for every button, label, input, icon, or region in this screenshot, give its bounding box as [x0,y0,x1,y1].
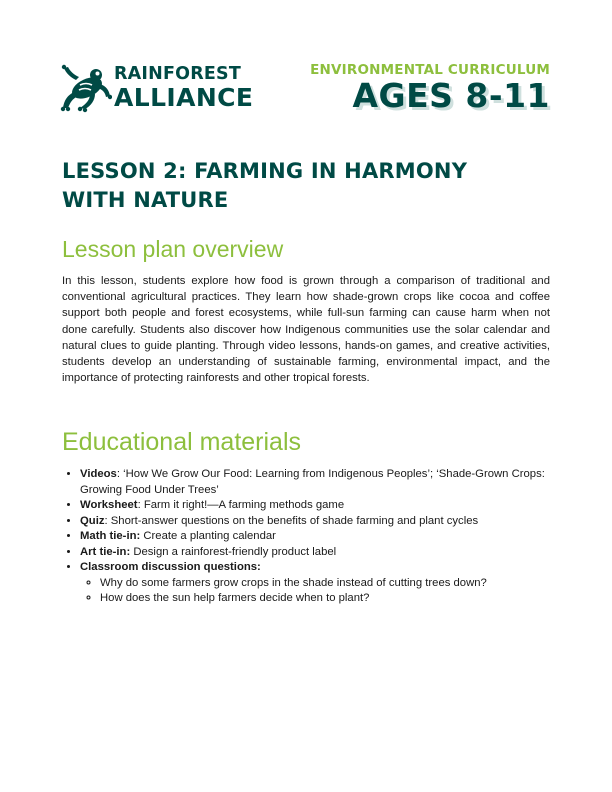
item-label: Classroom discussion questions: [80,561,261,573]
age-range: AGES 8-11 [352,76,550,115]
logo-wordmark [114,66,253,110]
frog-icon [60,62,112,114]
item-label: Art tie-in: [80,545,131,558]
overview-heading: Lesson plan overview [62,236,284,262]
list-item: • Worksheet: Farm it right!—A farming methods game [80,498,570,514]
list-item [80,529,570,545]
materials-list [62,467,570,607]
question-item: ◦ Why do some farmers grow crops in the shade instead of cutting trees down? [100,576,570,592]
list-item: • Videos: ‘How We Grow Our Food: Learning from Indigenous Peoples’; ‘Shade-Grown Crops: Growing Food Under Trees’ [80,467,570,498]
logo-line-1: RAINFOREST [114,64,241,85]
item-text: Design a rainforest-friendly product label [133,545,337,558]
item-text: Create a planting calendar [143,530,276,542]
list-item [80,560,570,607]
question-item: ◦ How does the sun help farmers decide when to plant? [100,591,570,607]
item-text: Short-answer questions on the benefits of shade farming and plant cycles [110,514,479,527]
list-item [80,545,570,561]
overview-paragraph: In this lesson, students explore how food is grown through a comparison of traditional and conventional agricultural practices. They learn how shade-grown crops like cocoa and coffee support both people and forest ecosystems, while full-sun farming can cause harm when not done carefully. Students also discover how Indigenous communities use the solar calendar and natural clues to guide planting. Through video lessons, hands-on games, and creative activities, students develop an understanding of sustainable farming, environmental impact, and the importance of protecting rainforests and other tropical forests. [62,275,550,385]
discussion-questions [80,576,570,607]
curriculum-header [310,62,550,114]
lesson-title: LESSON 2: FARMING IN HARMONY WITH NATURE [62,159,468,212]
item-text: ‘How We Grow Our Food: Learning from Indigenous Peoples’; ‘Shade-Grown Crops: Growing Food Under Trees’ [80,468,545,496]
item-text: Farm it right!—A farming methods game [143,499,345,511]
curriculum-label: ENVIRONMENTAL CURRICULUM [310,62,550,78]
logo-line-2: ALLIANCE [114,82,254,112]
item-label: Videos [80,468,117,480]
item-label: Quiz [80,514,105,527]
rainforest-alliance-logo [60,62,253,114]
materials-heading: Educational materials [62,428,302,456]
item-label: Worksheet [80,499,138,511]
list-item: • Quiz: Short-answer questions on the benefits of shade farming and plant cycles [80,514,570,530]
item-label: Math tie-in: [80,530,141,542]
